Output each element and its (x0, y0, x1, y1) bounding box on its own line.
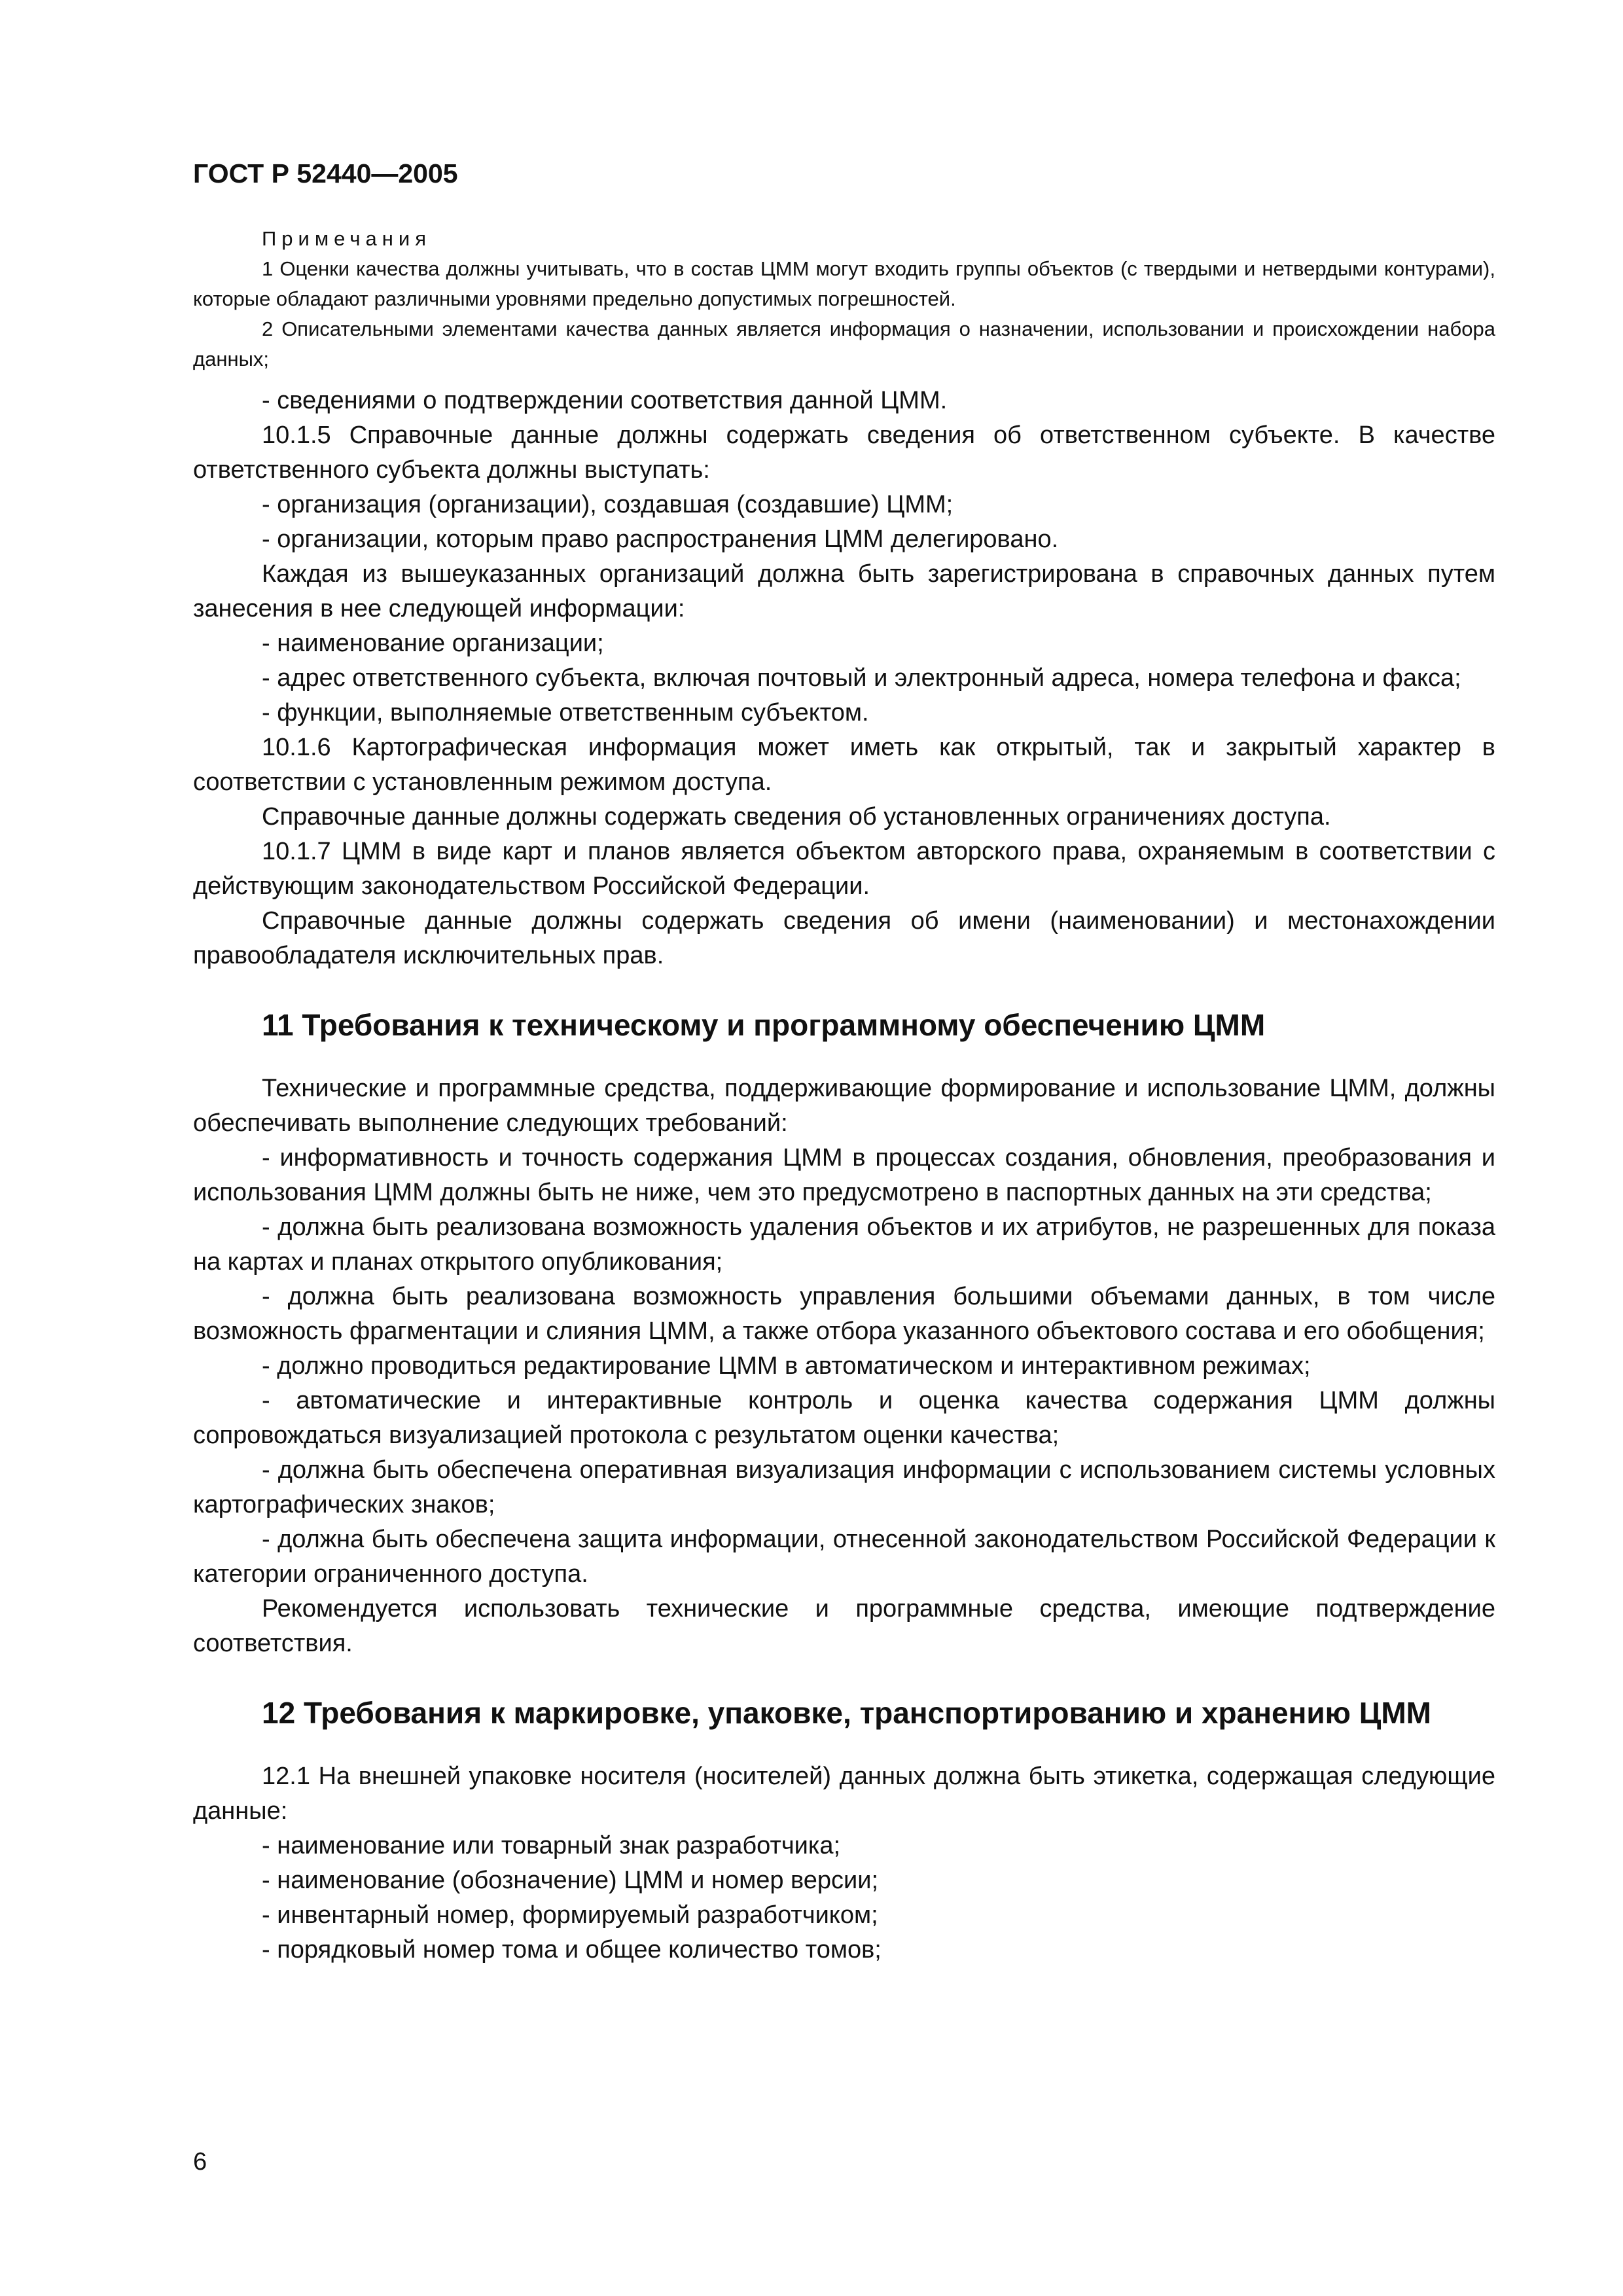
list-item: - функции, выполняемые ответственным субъектом. (262, 699, 869, 726)
section-12-body (193, 1759, 1495, 1967)
list-item: - наименование организации; (262, 630, 604, 657)
list-item: - инвентарный номер, формируемый разработчиком; (262, 1901, 878, 1929)
section-10-continuation (193, 384, 1495, 973)
paragraph: - сведениями о подтверждении соответствия данной ЦММ. (262, 387, 948, 414)
document-page (193, 157, 1495, 1967)
paragraph: Справочные данные должны содержать сведения об имени (наименовании) и местонахождении правообладателя исключительных прав. (193, 907, 1495, 969)
list-item: - должна быть реализована возможность удаления объектов и их атрибутов, не разрешенных для показа на картах и планах открытого опубликования; (193, 1213, 1495, 1276)
paragraph: 10.1.7 ЦММ в виде карт и планов является объектом авторского права, охраняемым в соответствии с действующим законодательством Российской Федерации. (193, 838, 1495, 900)
section-12-heading: 12 Требования к маркировке, упаковке, транспортированию и хранению ЦММ (262, 1696, 1431, 1730)
page-number: 6 (193, 2148, 207, 2176)
list-item: - должно проводиться редактирование ЦММ в автоматическом и интерактивном режимах; (262, 1352, 1311, 1380)
document-code: ГОСТ Р 52440—2005 (193, 158, 458, 188)
paragraph: 10.1.5 Справочные данные должны содержать сведения об ответственном субъекте. В качестве ответственного субъекта должны выступать: (193, 422, 1495, 484)
list-item: - адрес ответственного субъекта, включая почтовый и электронный адреса, номера телефона и факса; (262, 664, 1461, 692)
list-item: - организации, которым право распространения ЦММ делегировано. (262, 526, 1059, 553)
section-11-heading: 11 Требования к техническому и программному обеспечению ЦММ (262, 1008, 1266, 1042)
list-item: - должна быть обеспечена защита информации, отнесенной законодательством Российской Федерации к категории ограниченного доступа. (193, 1526, 1495, 1588)
notes-title: Примечания (262, 227, 431, 250)
list-item: - порядковый номер тома и общее количество томов; (262, 1936, 882, 1964)
list-item: - наименование (обозначение) ЦММ и номер версии; (262, 1867, 879, 1894)
paragraph: 12.1 На внешней упаковке носителя (носителей) данных должна быть этикетка, содержащая следующие данные: (193, 1763, 1495, 1825)
paragraph: Рекомендуется использовать технические и программные средства, имеющие подтверждение соответствия. (193, 1595, 1495, 1657)
paragraph: Каждая из вышеуказанных организаций должна быть зарегистрирована в справочных данных путем занесения в нее следующей информации: (193, 560, 1495, 622)
paragraph: 10.1.6 Картографическая информация может иметь как открытый, так и закрытый характер в соответствии с установленным режимом доступа. (193, 734, 1495, 796)
list-item: - автоматические и интерактивные контроль и оценка качества содержания ЦММ должны сопровождаться визуализацией протокола с результатом оценки качества; (193, 1387, 1495, 1449)
section-11-body (193, 1071, 1495, 1661)
list-item: - информативность и точность содержания ЦММ в процессах создания, обновления, преобразования и использования ЦММ должны быть не ниже, чем это предусмотрено в паспортных данных на эти средства; (193, 1144, 1495, 1206)
note-item: 1 Оценки качества должны учитывать, что в состав ЦММ могут входить группы объектов (с твердыми и нетвердыми контурами), которые обладают различными уровнями предельно допустимых погрешностей. (193, 257, 1495, 310)
paragraph: Справочные данные должны содержать сведения об установленных ограничениях доступа. (262, 803, 1331, 831)
notes-block (193, 224, 1495, 374)
note-item: 2 Описательными элементами качества данных является информация о назначении, использовании и происхождении набора данных; (193, 317, 1495, 370)
paragraph: Технические и программные средства, поддерживающие формирование и использование ЦММ, должны обеспечивать выполнение следующих требований: (193, 1075, 1495, 1137)
list-item: - должна быть обеспечена оперативная визуализация информации с использованием системы условных картографических знаков; (193, 1456, 1495, 1518)
list-item: - организация (организации), создавшая (создавшие) ЦММ; (262, 491, 954, 518)
list-item: - должна быть реализована возможность управления большими объемами данных, в том числе возможность фрагментации и слияния ЦММ, а также отбора указанного объектового состава и его обобщения; (193, 1283, 1495, 1345)
list-item: - наименование или товарный знак разработчика; (262, 1832, 841, 1859)
